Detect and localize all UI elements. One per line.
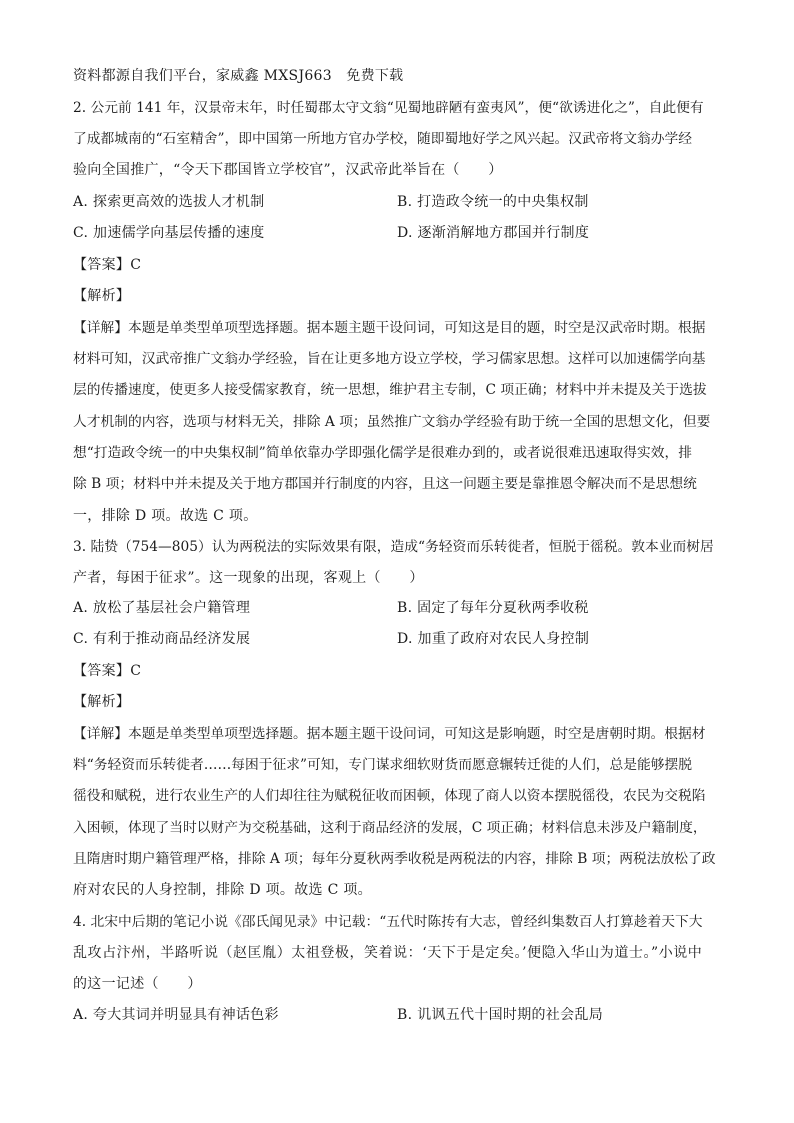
analysis-line: 【详解】本题是单类型单项型选择题。据本题主题干设问词，可知这是目的题，时空是汉武帝时期。根据 xyxy=(73,320,706,336)
analysis-line: 想“打造政令统一的中央集权制”简单依靠办学即强化儒学是很难办到的，或者说很难迅速取得实效，排 xyxy=(73,445,693,461)
option-b: B. 讥讽五代十国时期的社会乱局 xyxy=(397,1007,603,1023)
analysis-line: 且隋唐时期户籍管理严格，排除 A 项；每年分夏秋两季收税是两税法的内容，排除 B 项；两税法放松了政 xyxy=(73,851,716,867)
question-stem-line: 3. 陆贽（754—805）认为两税法的实际效果有限，造成“务轻资而乐转徙者，恒脱于徭税。敦本业而树居 xyxy=(73,539,714,555)
source-header: 资料都源自我们平台，家威鑫 MXSJ663 免费下载 xyxy=(73,68,404,84)
analysis-line: 人才机制的内容，选项与材料无关，排除 A 项；虽然推广文翁办学经验有助于统一全国的思想文化，但要 xyxy=(73,414,711,430)
analysis-line: 层的传播速度，使更多人接受儒家教育，统一思想，维护君主专制，C 项正确；材料中并未提及关于选拔 xyxy=(73,382,707,398)
question-stem-line: 了成都城南的“石室精舍”，即中国第一所地方官办学校，随即蜀地好学之风兴起。汉武帝将文翁办学经 xyxy=(73,131,693,147)
analysis-line: 入困顿，体现了当时以财产为交税基础，这利于商品经济的发展，C 项正确；材料信息未涉及户籍制度， xyxy=(73,820,707,836)
option-b: B. 固定了每年分夏秋两季收税 xyxy=(397,600,589,616)
option-d: D. 逐渐消解地方郡国并行制度 xyxy=(397,225,590,241)
analysis-line: 徭役和赋税，进行农业生产的人们却往往为赋税征收而困顿，体现了商人以资本摆脱徭役，农民为交税陷 xyxy=(73,788,706,804)
option-d: D. 加重了政府对农民人身控制 xyxy=(397,631,590,647)
analysis-line: 【详解】本题是单类型单项型选择题。据本题主题干设问词，可知这是影响题，时空是唐朝时期。根据材 xyxy=(73,726,706,742)
option-c: C. 加速儒学向基层传播的速度 xyxy=(73,225,265,241)
question-stem-line: 验向全国推广，“令天下郡国皆立学校官”，汉武帝此举旨在（ ） xyxy=(73,162,503,178)
analysis-line: 材料可知，汉武帝推广文翁办学经验，旨在让更多地方设立学校，学习儒家思想。这样可以加速儒学向基 xyxy=(73,351,706,367)
analysis-line: 料“务轻资而乐转徙者……每困于征求”可知，专门谋求细软财货而愿意辗转迁徙的人们，总是能够摆脱 xyxy=(73,757,693,773)
question-stem-line: 2. 公元前 141 年，汉景帝末年，时任蜀郡太守文翁“见蜀地辟陋有蛮夷风”，便“欲诱进化之”，自此便有 xyxy=(73,100,704,116)
option-a: A. 探索更高效的选拔人才机制 xyxy=(73,194,265,210)
answer-label: 【答案】C xyxy=(73,663,142,679)
question-stem-line: 乱攻占汴州，半路听说（赵匡胤）太祖登极，笑着说：‘天下于是定矣。’便隐入华山为道士。”小说中 xyxy=(73,945,703,961)
analysis-line: 一，排除 D 项。故选 C 项。 xyxy=(73,508,258,524)
answer-label: 【答案】C xyxy=(73,257,142,273)
option-c: C. 有利于推动商品经济发展 xyxy=(73,631,251,647)
question-stem-line: 的这一记述（ ） xyxy=(73,976,202,992)
analysis-label: 【解析】 xyxy=(73,694,131,710)
analysis-line: 府对农民的人身控制，排除 D 项。故选 C 项。 xyxy=(73,882,372,898)
analysis-label: 【解析】 xyxy=(73,288,131,304)
option-a: A. 夸大其词并明显具有神话色彩 xyxy=(73,1007,279,1023)
option-b: B. 打造政令统一的中央集权制 xyxy=(397,194,589,210)
question-stem-line: 产者，每困于征求”。这一现象的出现，客观上（ ） xyxy=(73,570,424,586)
analysis-line: 除 B 项；材料中并未提及关于地方郡国并行制度的内容，且这一问题主要是靠推恩令解决而不是思想统 xyxy=(73,476,697,492)
question-stem-line: 4. 北宋中后期的笔记小说《邵氏闻见录》中记载：“五代时陈抟有大志，曾经纠集数百人打算趁着天下大 xyxy=(73,914,703,930)
option-a: A. 放松了基层社会户籍管理 xyxy=(73,600,251,616)
